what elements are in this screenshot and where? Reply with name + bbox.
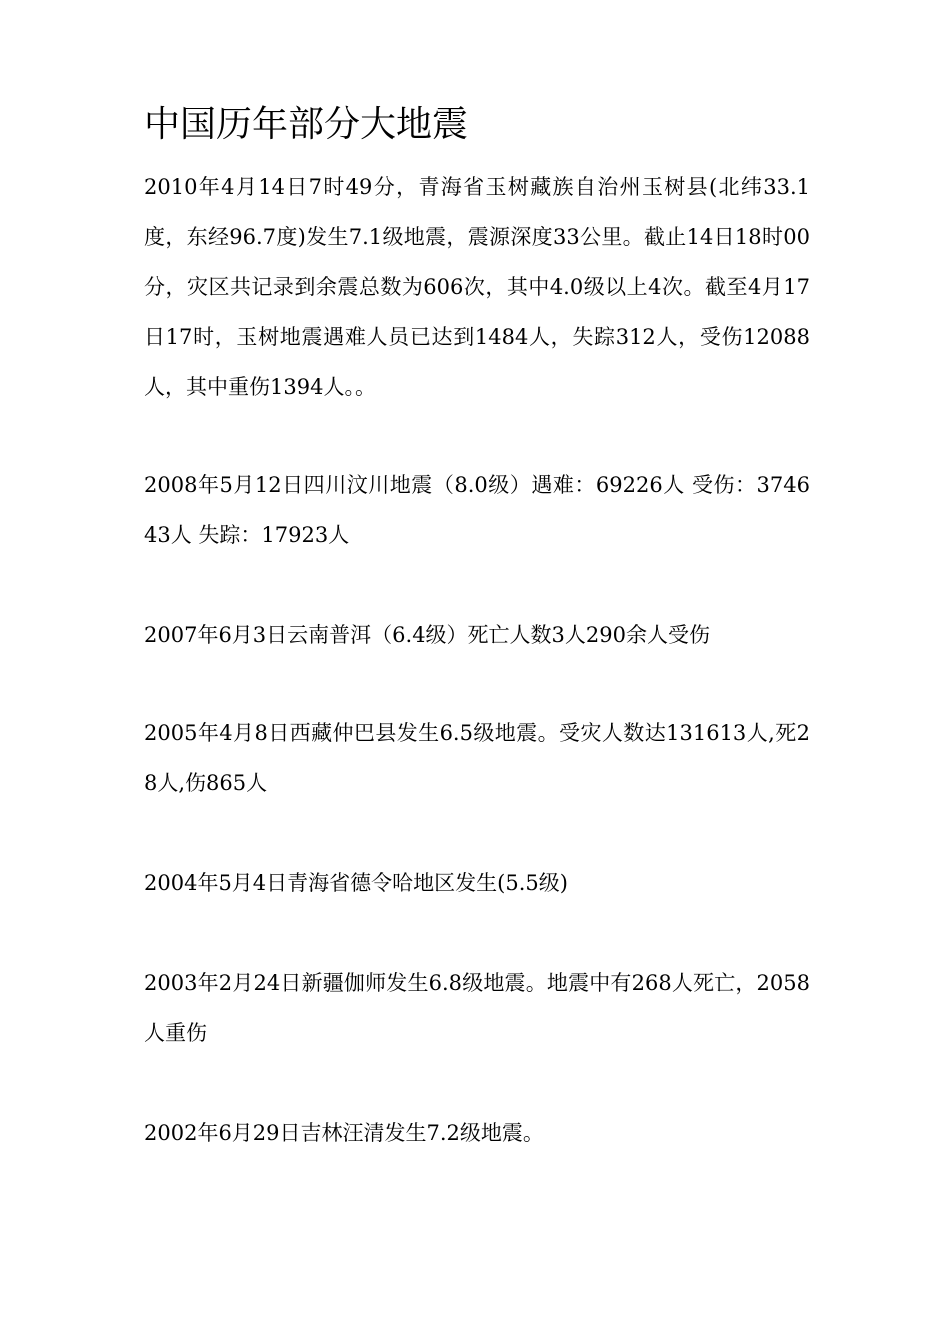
earthquake-entry-2003: 2003年2月24日新疆伽师发生6.8级地震。地震中有268人死亡，2058人重伤 [144,971,810,1045]
earthquake-entry-2007: 2007年6月3日云南普洱（6.4级）死亡人数3人290余人受伤 [144,623,711,647]
earthquake-entry-2005: 2005年4月8日西藏仲巴县发生6.5级地震。受灾人数达131613人,死28人,伤865人 [144,721,810,795]
earthquake-entry-2008: 2008年5月12日四川汶川地震（8.0级）遇难：69226人 受伤：374643人 失踪：17923人 [144,473,810,547]
earthquake-entry-2002: 2002年6月29日吉林汪清发生7.2级地震。 [144,1121,544,1145]
earthquake-entry-2004: 2004年5月4日青海省德令哈地区发生(5.5级) [144,871,568,895]
page-title: 中国历年部分大地震 [144,104,469,145]
earthquake-entry-2010: 2010年4月14日7时49分，青海省玉树藏族自治州玉树县(北纬33.1度，东经96.7度)发生7.1级地震，震源深度33公里。截止14日18时00分，灾区共记录到余震总数为606次，其中4.0级以上4次。截至4月17日17时，玉树地震遇难人员已达到1484人，失踪312人，受伤12088人，其中重伤1394人。。 [144,175,810,399]
